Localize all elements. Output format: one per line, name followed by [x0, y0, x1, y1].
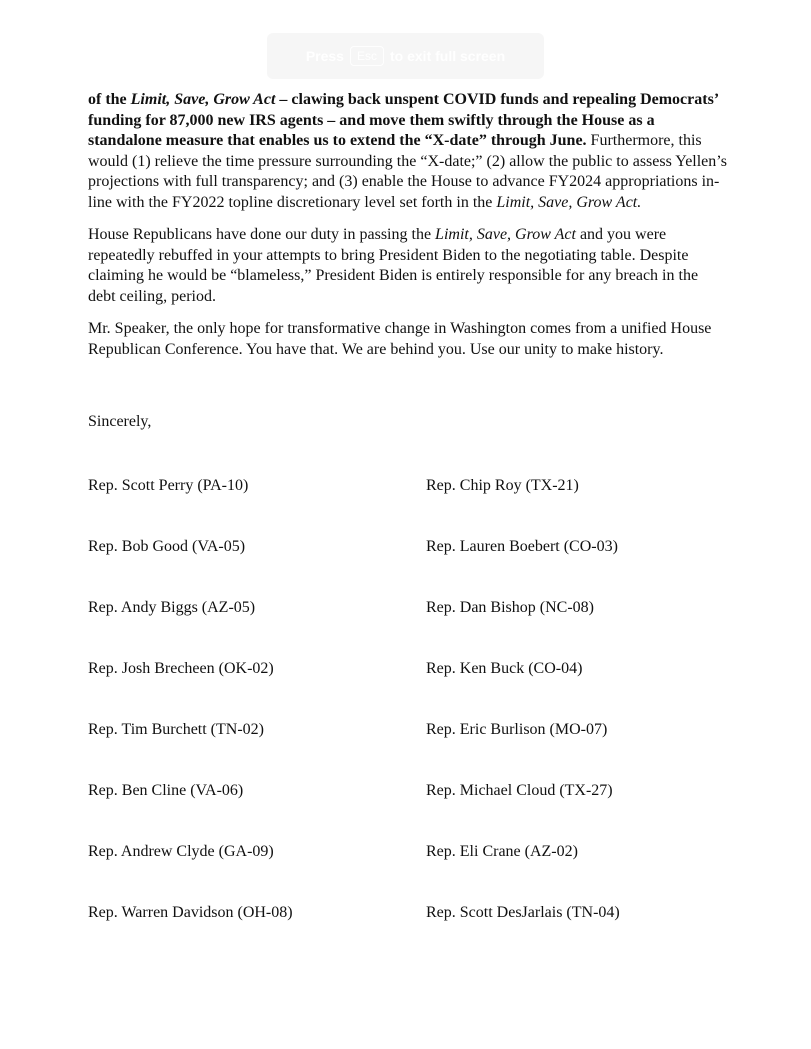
paragraph-1 — [88, 90, 728, 213]
signature-left-5: Rep. Tim Burchett (TN-02) — [88, 721, 264, 738]
toast-suffix-text: to exit full screen — [390, 48, 506, 64]
closing-salutation: Sincerely, — [88, 413, 152, 430]
signature-right-7: Rep. Eli Crane (AZ-02) — [426, 843, 578, 860]
signature-left-3: Rep. Andy Biggs (AZ-05) — [88, 599, 256, 616]
signature-left-2: Rep. Bob Good (VA-05) — [88, 538, 246, 555]
p2-text-b: and you were repeatedly rebuffed in your attempts to bring President Biden to the negotiating table. Despite claiming he would be “blameless,” President Biden is entirely responsible for any breach in the debt ceiling, period. — [88, 226, 699, 305]
signature-left-4: Rep. Josh Brecheen (OK-02) — [88, 660, 274, 677]
p1-bold-italic-act: Limit, Save, Grow Act — [130, 91, 276, 108]
p2-text-a: House Republicans have done our duty in passing the — [88, 226, 436, 243]
p1-bold-text-a: of the — [88, 91, 131, 108]
signature-right-8: Rep. Scott DesJarlais (TN-04) — [426, 904, 620, 921]
paragraph-3: Mr. Speaker, the only hope for transformative change in Washington comes from a unified House Republican Conference. You have that. We are behind you. Use our unity to make history. — [88, 320, 712, 358]
toast-press-text: Press — [305, 48, 344, 64]
p1-body-text: Furthermore, this would (1) relieve the time pressure surrounding the “X-date;” (2) allow the public to assess Yellen’s projections with full transparency; and (3) enable the House to advance FY2024 appropriations in-line with the FY2022 topline discretionary level set forth in the — [88, 132, 727, 211]
p2-italic-act: Limit, Save, Grow Act — [435, 226, 576, 243]
letter-body — [88, 90, 728, 372]
p1-italic-act: Limit, Save, Grow Act. — [496, 193, 642, 211]
p1-bold-text-b: – clawing back unspent COVID funds and repealing Democrats’ funding for 87,000 new IRS agents – and move them swiftly through the House as a standalone measure that enables us to extend the “X-date” through June. — [88, 91, 718, 149]
esc-key-hint: Esc — [350, 46, 384, 66]
signature-left-1: Rep. Scott Perry (PA-10) — [88, 477, 249, 494]
signature-right-2: Rep. Lauren Boebert (CO-03) — [426, 538, 618, 555]
signature-right-6: Rep. Michael Cloud (TX-27) — [426, 782, 613, 799]
signature-left-7: Rep. Andrew Clyde (GA-09) — [88, 843, 274, 860]
fullscreen-exit-toast — [267, 33, 544, 79]
signature-left-8: Rep. Warren Davidson (OH-08) — [88, 904, 293, 921]
signature-right-4: Rep. Ken Buck (CO-04) — [426, 660, 583, 677]
signature-right-3: Rep. Dan Bishop (NC-08) — [426, 599, 594, 616]
signature-left-6: Rep. Ben Cline (VA-06) — [88, 782, 244, 799]
paragraph-2 — [88, 225, 728, 307]
signature-right-5: Rep. Eric Burlison (MO-07) — [426, 721, 608, 738]
signature-right-1: Rep. Chip Roy (TX-21) — [426, 477, 579, 494]
